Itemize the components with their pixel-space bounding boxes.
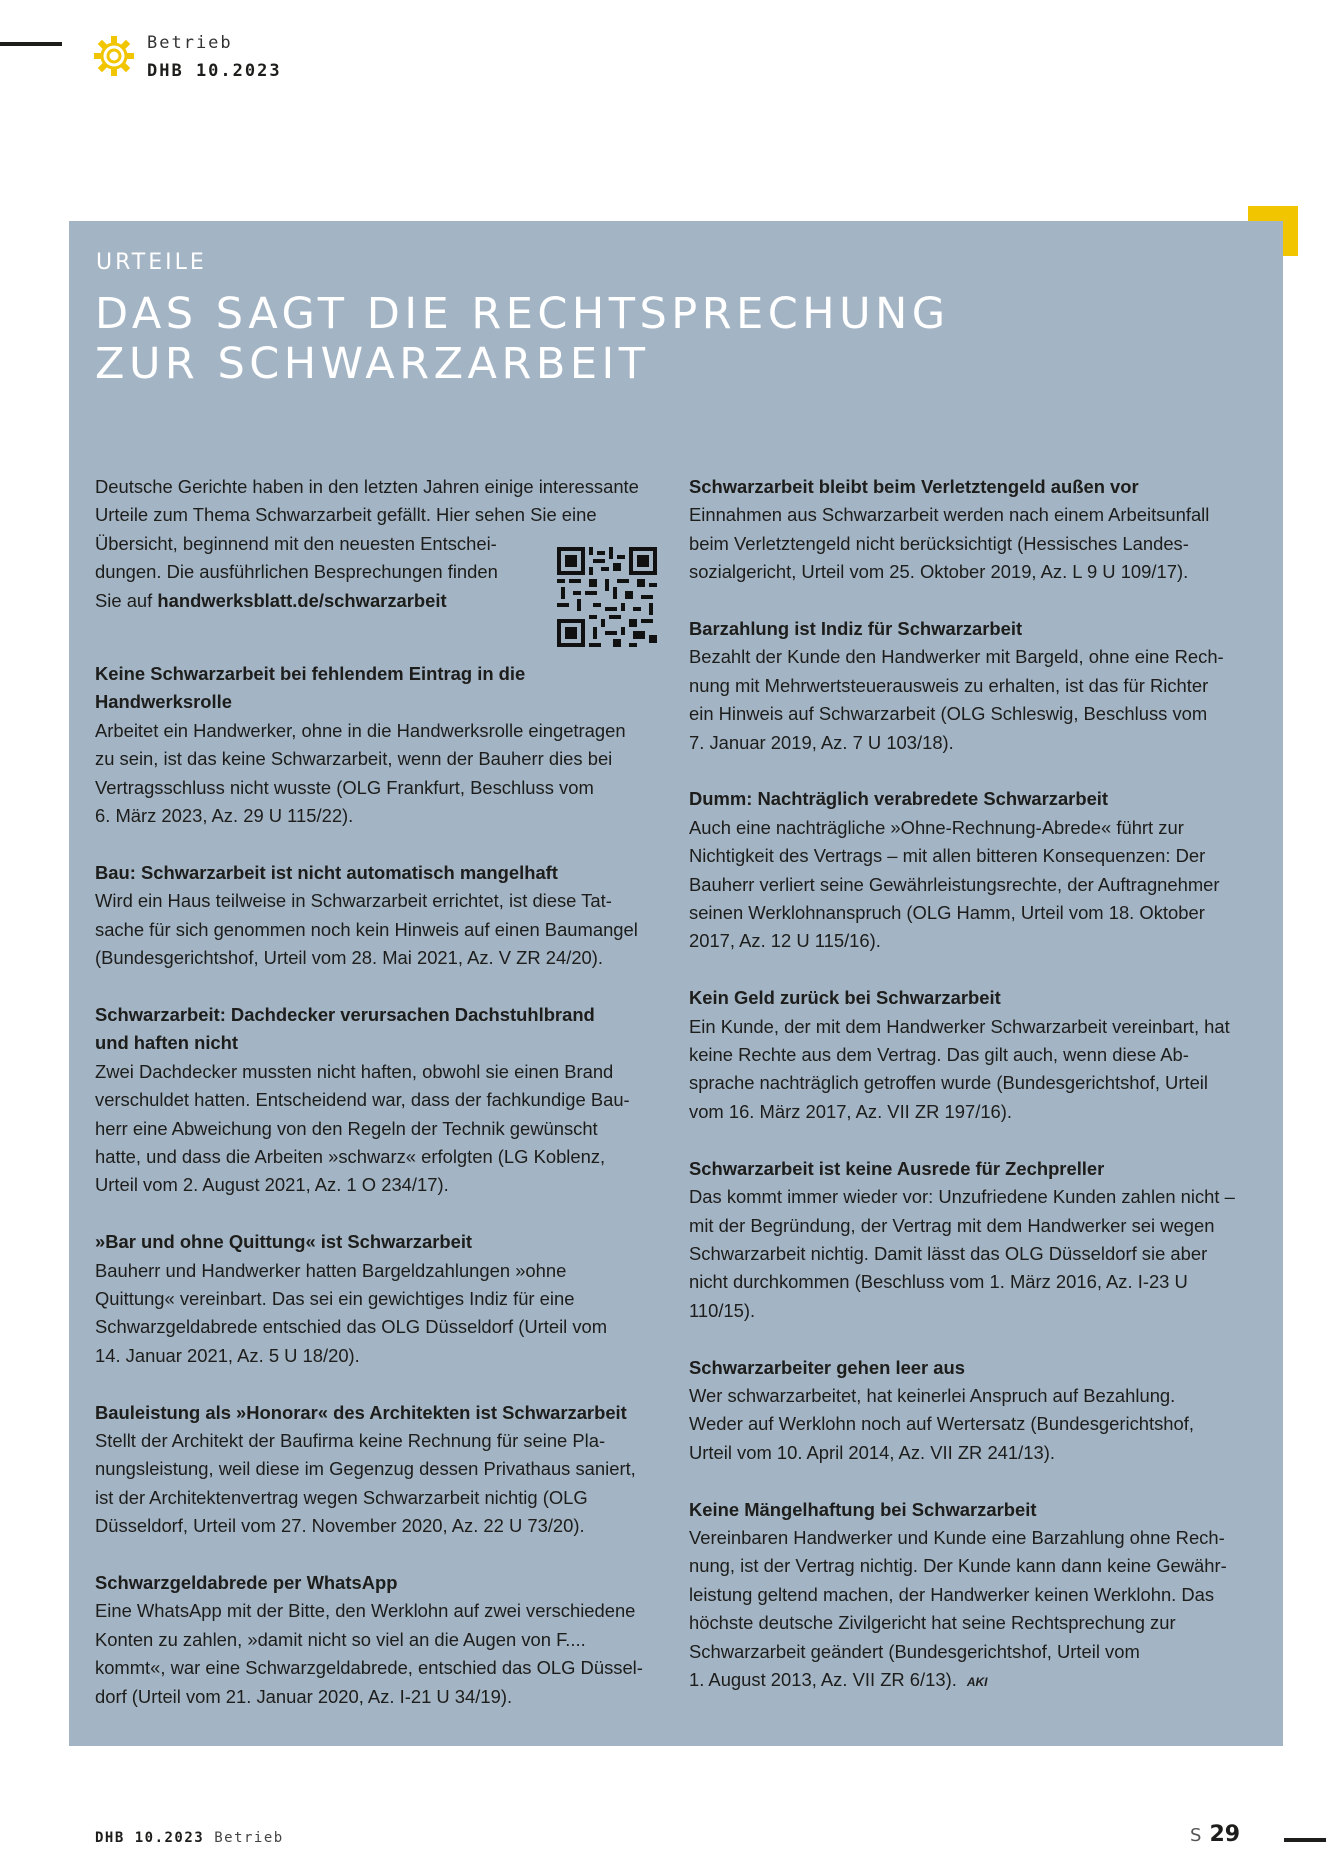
ruling-body: Stellt der Architekt der Baufirma keine Rechnung für seine Pla- nungsleistung, weil diese im Gegenzug dessen Privathaus saniert, ist der Architektenvertrag wegen Schwarzarbeit nichtig (OLG Düsseldorf, Urteil vom 27. November 2020, Az. 22 U 73/20). — [95, 1429, 636, 1537]
ruling-body: Eine WhatsApp mit der Bitte, den Werklohn auf zwei verschiedene Konten zu zahlen, »damit nicht so viel an die Augen von F.... kommt«, war eine Schwarzgeldabrede, entschied das OLG Düssel- dorf (Urteil vom 21. Januar 2020, Az. I-21 U 34/19). — [95, 1600, 643, 1707]
footer-issue-info — [95, 1830, 284, 1846]
author-initials: AKI — [966, 1674, 988, 1689]
ruling-body: Einnahmen aus Schwarzarbeit werden nach einem Arbeitsunfall beim Verletztengeld nicht berücksichtigt (Hessisches Landes- sozialgericht, Urteil vom 25. Oktober 2019, Az. L 9 U 109/17). — [689, 504, 1210, 583]
qr-code-icon[interactable] — [557, 547, 657, 647]
ruling-entry — [95, 660, 673, 830]
ruling-heading: Schwarzarbeiter gehen leer aus — [689, 1356, 965, 1378]
ruling-heading: Barzahlung ist Indiz für Schwarzarbeit — [689, 618, 1023, 640]
ruling-entry — [689, 1354, 1269, 1468]
ruling-heading: Keine Schwarzarbeit bei fehlendem Eintrag in die Handwerksrolle — [95, 663, 526, 713]
ruling-entry — [689, 1496, 1269, 1697]
gear-icon — [92, 34, 136, 78]
ruling-heading: Schwarzarbeit: Dachdecker verursachen Dachstuhlbrand und haften nicht — [95, 1003, 595, 1054]
ruling-body: Wird ein Haus teilweise in Schwarzarbeit errichtet, ist diese Tat- sache für sich genommen noch kein Hinweis auf einen Baumangel (Bundesgerichtshof, Urteil vom 28. Mai 2021, Az. V ZR 24/20). — [95, 890, 638, 969]
ruling-body: Auch eine nachträgliche »Ohne-Rechnung-Abrede« führt zur Nichtigkeit des Vertrags – mit allen bitteren Konsequenzen: Der Bauherr verliert seine Gewährleistungsrechte, der Auftragnehmer seinen Werklohnanspruch (OLG Hamm, Urteil vom 18. Oktober 2017, Az. 12 U 115/16). — [689, 816, 1220, 952]
ruling-entry — [95, 1228, 673, 1370]
ruling-body: Arbeitet ein Handwerker, ohne in die Handwerksrolle eingetragen zu sein, ist das keine Schwarzarbeit, wenn der Bauherr dies bei Vertragsschluss nicht wusste (OLG Frankfurt, Beschluss vom 6. März 2023, Az. 29 U 115/22). — [95, 719, 626, 827]
left-column — [95, 473, 673, 1739]
bottom-right-rule — [1284, 1838, 1326, 1842]
page-number-value: 29 — [1209, 1822, 1241, 1847]
ruling-entry — [95, 859, 673, 973]
top-left-rule — [0, 42, 62, 46]
header-issue-label: DHB 10.2023 — [147, 61, 282, 81]
footer-section: Betrieb — [214, 1830, 284, 1846]
intro-link[interactable]: handwerksblatt.de/schwarzarbeit — [157, 589, 447, 611]
intro-paragraph — [95, 473, 673, 615]
ruling-heading: Schwarzarbeit bleibt beim Verletztengeld außen vor — [689, 476, 1139, 497]
ruling-heading: Dumm: Nachträglich verabredete Schwarzarbeit — [689, 788, 1109, 810]
ruling-entry — [95, 1001, 673, 1200]
ruling-heading: »Bar und ohne Quittung« ist Schwarzarbeit — [95, 1231, 473, 1253]
footer-issue: DHB 10.2023 — [95, 1830, 205, 1846]
ruling-heading: Schwarzarbeit ist keine Ausrede für Zechpreller — [689, 1157, 1105, 1179]
ruling-entry — [95, 1569, 673, 1711]
ruling-entry — [689, 473, 1269, 587]
header-section-label: Betrieb — [147, 33, 233, 53]
ruling-entry — [689, 984, 1269, 1126]
ruling-body: Bezahlt der Kunde den Handwerker mit Bargeld, ohne eine Rech- nung mit Mehrwertsteuerausweis zu erhalten, ist das für Richter ein Hinweis auf Schwarzarbeit (OLG Schleswig, Beschluss vom 7. Januar 2019, Az. 7 U 103/18). — [689, 646, 1224, 753]
ruling-body-text: Vereinbaren Handwerker und Kunde eine Barzahlung ohne Rech- nung, ist der Vertrag nichtig. Der Kunde kann dann keine Gewähr- leistung geltend machen, der Handwerker keinen Werklohn. Das höchste deutsche Zivilgericht hat seine Rechtsprechung zur Schwarzarbeit geändert (Bundesgerichtshof, Urteil vom 1. August 2013, Az. VII ZR 6/13). — [689, 1526, 1227, 1690]
ruling-entry — [689, 785, 1269, 955]
ruling-heading: Kein Geld zurück bei Schwarzarbeit — [689, 987, 1001, 1009]
ruling-body: Ein Kunde, der mit dem Handwerker Schwarzarbeit vereinbart, hat keine Rechte aus dem Vertrag. Das gilt auch, wenn diese Ab- sprache nachträglich getroffen wurde (Bundesgerichtshof, Urteil vom 16. März 2017, Az. VII ZR 197/16). — [689, 1015, 1230, 1122]
page-number — [1190, 1822, 1240, 1847]
ruling-heading: Keine Mängelhaftung bei Schwarzarbeit — [689, 1498, 1037, 1520]
intro-text: Deutsche Gerichte haben in den letzten Jahren einige interessante Urteile zum Thema Schwarzarbeit gefällt. Hier sehen Sie eine Übersicht, beginnend mit den neuesten Entschei- dungen. Die ausführlichen Besprechungen finden Sie auf — [95, 476, 639, 611]
ruling-entry — [95, 1399, 673, 1541]
right-column — [689, 473, 1269, 1725]
ruling-entry — [689, 615, 1269, 757]
ruling-entry — [689, 1155, 1269, 1325]
article-kicker: URTEILE — [96, 250, 207, 275]
ruling-body: Zwei Dachdecker mussten nicht haften, obwohl sie einen Brand verschuldet hatten. Entscheidend war, dass der fachkundige Bau- herr eine Abweichung von den Regeln der Technik gewünscht hatte, und dass die Arbeiten »schwarz« erfolgten (LG Koblenz, Urteil vom 2. August 2021, Az. 1 O 234/17). — [95, 1060, 630, 1196]
ruling-body: Bauherr und Handwerker hatten Bargeldzahlungen »ohne Quittung« vereinbart. Das sei ein gewichtiges Indiz für eine Schwarzgeldabrede entschied das OLG Düsseldorf (Urteil vom 14. Januar 2021, Az. 5 U 18/20). — [95, 1259, 608, 1366]
article-headline: DAS SAGT DIE RECHTSPRECHUNG ZUR SCHWARZARBEIT — [95, 289, 950, 389]
ruling-heading: Schwarzgeldabrede per WhatsApp — [95, 1571, 398, 1593]
ruling-body: Das kommt immer wieder vor: Unzufriedene Kunden zahlen nicht – mit der Begründung, der Vertrag mit dem Handwerker sei wegen Schwarzarbeit nichtig. Damit lässt das OLG Düsseldorf sie aber nicht durchkommen (Beschluss vom 1. März 2016, Az. I-23 U 110/15). — [689, 1186, 1235, 1321]
ruling-heading: Bau: Schwarzarbeit ist nicht automatisch mangelhaft — [95, 861, 558, 883]
ruling-body: Wer schwarzarbeitet, hat keinerlei Anspruch auf Bezahlung. Weder auf Werklohn noch auf Wertersatz (Bundesgerichtshof, Urteil vom 10. April 2014, Az. VII ZR 241/13). — [689, 1384, 1194, 1463]
ruling-body — [689, 1524, 1269, 1696]
ruling-heading: Bauleistung als »Honorar« des Architekten ist Schwarzarbeit — [95, 1401, 627, 1423]
page-prefix: S — [1190, 1825, 1204, 1846]
